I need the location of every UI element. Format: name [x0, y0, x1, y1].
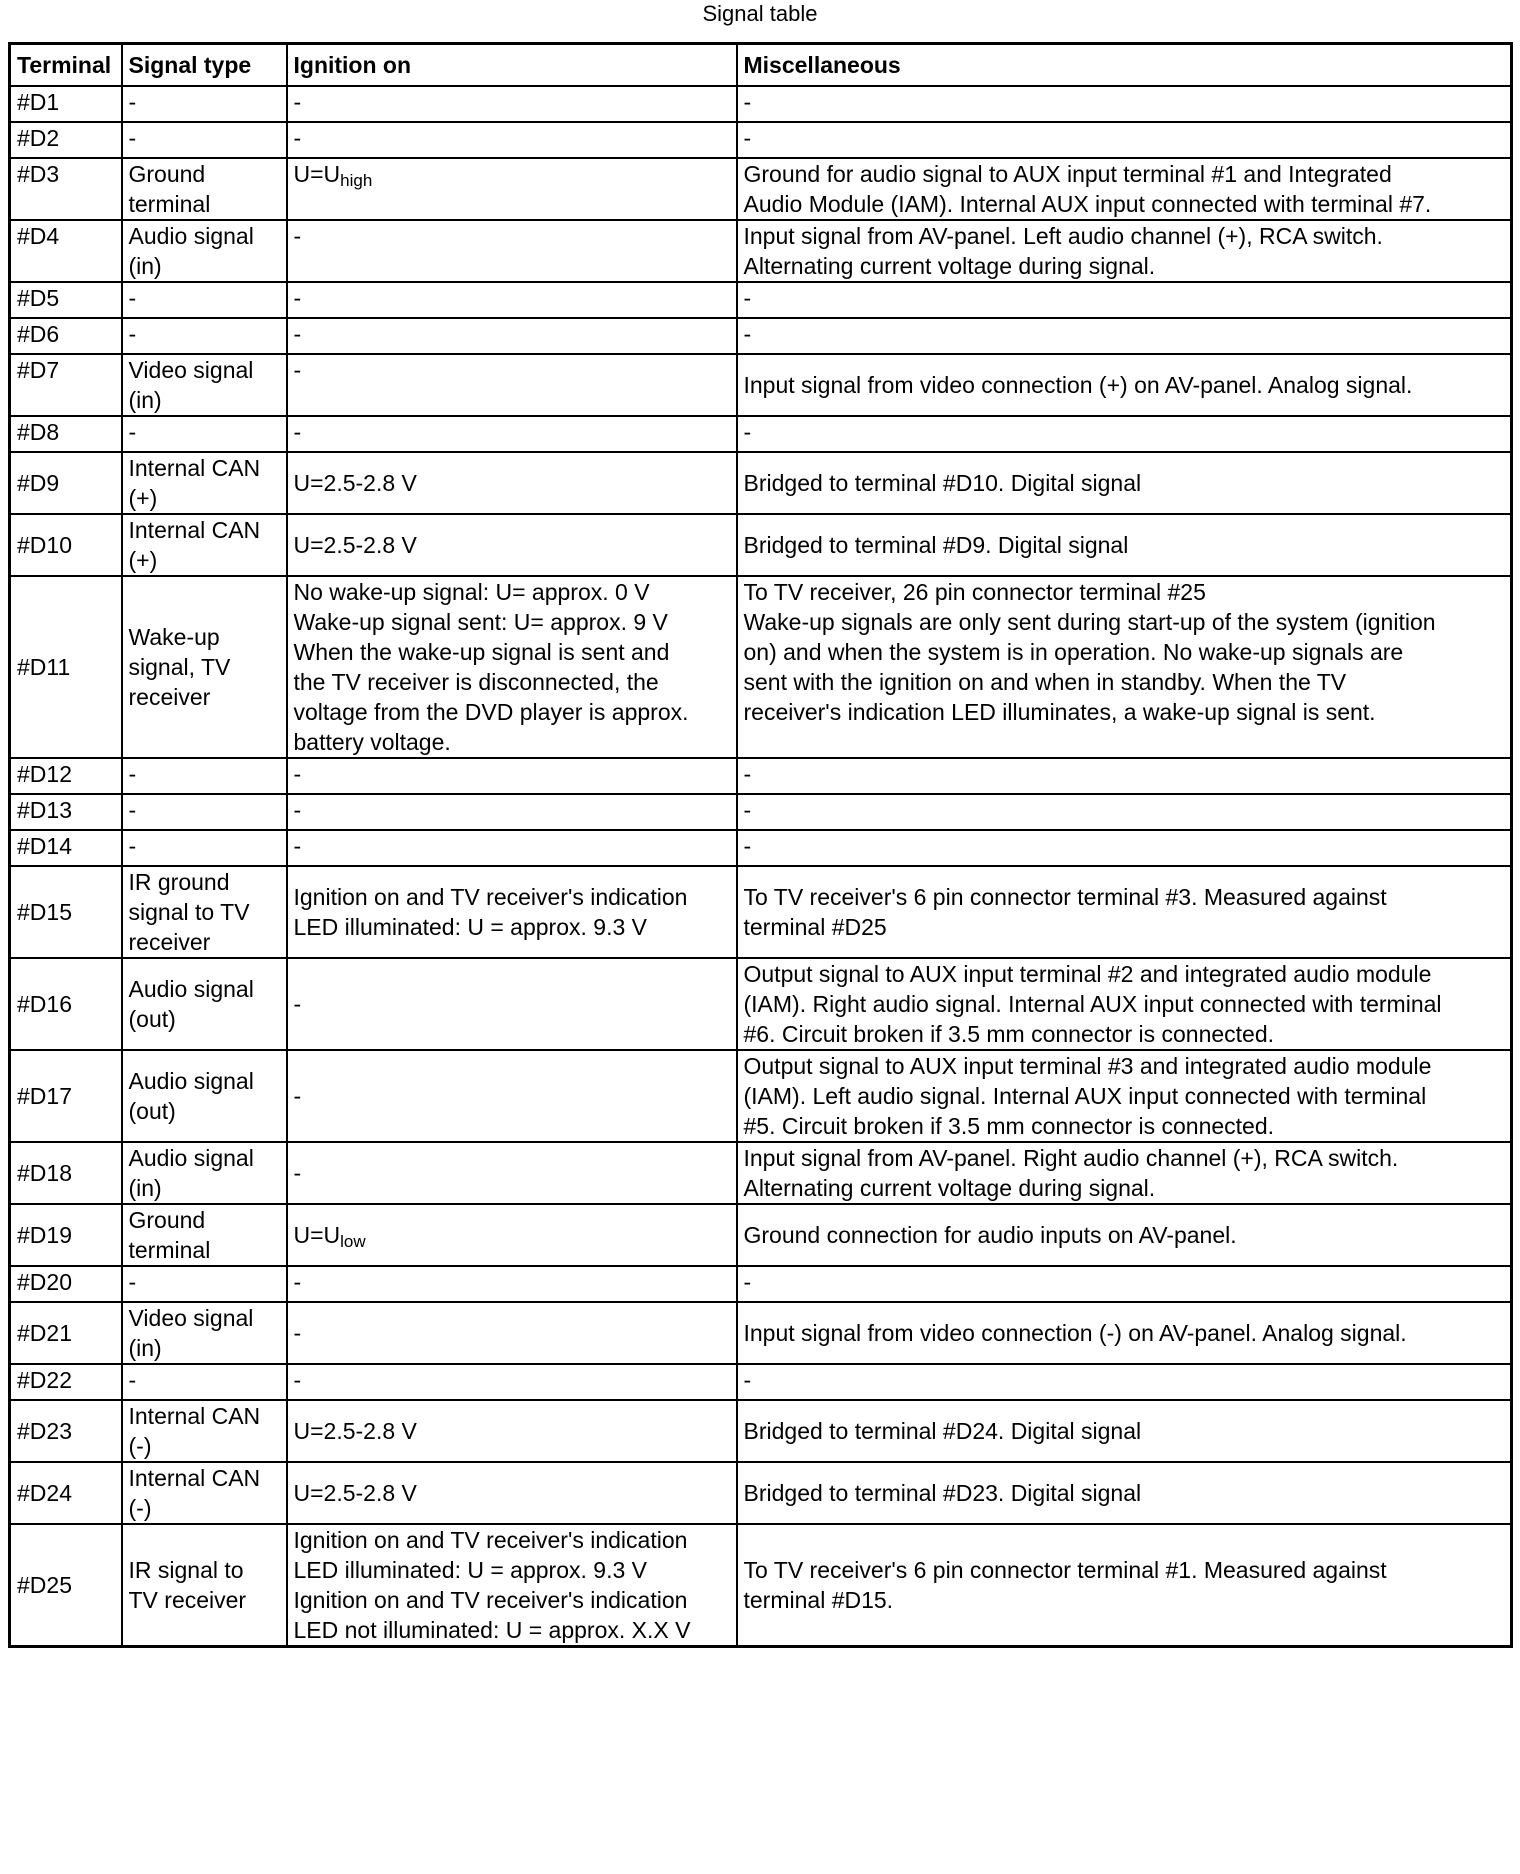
table-row: [10, 1050, 1512, 1142]
cell-terminal: #D22: [10, 1364, 122, 1400]
cell-terminal: #D3: [10, 158, 122, 220]
cell-miscellaneous: Input signal from AV-panel. Right audio channel (+), RCA switch. Alternating current voltage during signal.: [737, 1142, 1512, 1204]
cell-miscellaneous: Bridged to terminal #D10. Digital signal: [737, 452, 1512, 514]
cell-terminal: #D17: [10, 1050, 122, 1142]
table-row: [10, 1204, 1512, 1266]
cell-terminal: #D15: [10, 866, 122, 958]
cell-ignition-on: [287, 1204, 737, 1266]
table-row: [10, 514, 1512, 576]
cell-signal-type: IR signal to TV receiver: [122, 1524, 287, 1647]
table-row: [10, 1364, 1512, 1400]
cell-terminal: #D12: [10, 758, 122, 794]
cell-miscellaneous: Bridged to terminal #D24. Digital signal: [737, 1400, 1512, 1462]
ignition-value: U=U: [293, 1222, 341, 1248]
ignition-value-subscript: low: [340, 1232, 366, 1251]
cell-miscellaneous: -: [737, 122, 1512, 158]
cell-miscellaneous: Bridged to terminal #D23. Digital signal: [737, 1462, 1512, 1524]
cell-ignition-on: -: [287, 1266, 737, 1302]
table-row: [10, 1400, 1512, 1462]
cell-signal-type: Wake-up signal, TV receiver: [122, 576, 287, 758]
cell-signal-type: -: [122, 416, 287, 452]
cell-ignition-on: -: [287, 318, 737, 354]
cell-ignition-on: [287, 158, 737, 220]
cell-signal-type: -: [122, 1266, 287, 1302]
cell-ignition-on: Ignition on and TV receiver's indication LED illuminated: U = approx. 9.3 V Ignition on and TV receiver's indication LED not illuminated: U = approx. X.X V: [287, 1524, 737, 1647]
header-terminal: Terminal: [10, 44, 122, 87]
cell-miscellaneous: -: [737, 830, 1512, 866]
header-miscellaneous: Miscellaneous: [737, 44, 1512, 87]
cell-signal-type: Ground terminal: [122, 158, 287, 220]
cell-ignition-on: -: [287, 758, 737, 794]
cell-terminal: #D13: [10, 794, 122, 830]
cell-signal-type: -: [122, 122, 287, 158]
cell-ignition-on: -: [287, 122, 737, 158]
cell-ignition-on: -: [287, 86, 737, 122]
cell-miscellaneous: -: [737, 318, 1512, 354]
cell-ignition-on: -: [287, 794, 737, 830]
cell-ignition-on: -: [287, 1142, 737, 1204]
cell-ignition-on: -: [287, 830, 737, 866]
ignition-value: U=U: [293, 161, 341, 187]
cell-miscellaneous: To TV receiver's 6 pin connector terminal #1. Measured against terminal #D15.: [737, 1524, 1512, 1647]
cell-miscellaneous: -: [737, 86, 1512, 122]
cell-signal-type: Audio signal (out): [122, 1050, 287, 1142]
cell-miscellaneous: -: [737, 416, 1512, 452]
cell-signal-type: Internal CAN (+): [122, 514, 287, 576]
cell-terminal: #D4: [10, 220, 122, 282]
cell-ignition-on: -: [287, 354, 737, 416]
cell-ignition-on: No wake-up signal: U= approx. 0 V Wake-up signal sent: U= approx. 9 V When the wake-up signal is sent and the TV receiver is disconnected, the voltage from the DVD player is approx. battery voltage.: [287, 576, 737, 758]
table-row: [10, 122, 1512, 158]
table-row: [10, 1462, 1512, 1524]
page-title: Signal table: [702, 1, 818, 26]
cell-ignition-on: -: [287, 416, 737, 452]
cell-terminal: #D16: [10, 958, 122, 1050]
cell-miscellaneous: Output signal to AUX input terminal #2 and integrated audio module (IAM). Right audio signal. Internal AUX input connected with terminal #6. Circuit broken if 3.5 mm connector is connected.: [737, 958, 1512, 1050]
cell-signal-type: -: [122, 1364, 287, 1400]
table-row: [10, 282, 1512, 318]
cell-signal-type: Audio signal (out): [122, 958, 287, 1050]
cell-signal-type: Video signal (in): [122, 1302, 287, 1364]
cell-terminal: #D1: [10, 86, 122, 122]
table-row: [10, 576, 1512, 758]
cell-signal-type: -: [122, 758, 287, 794]
table-body: [10, 86, 1512, 1647]
cell-miscellaneous: -: [737, 794, 1512, 830]
cell-terminal: #D24: [10, 1462, 122, 1524]
table-row: [10, 220, 1512, 282]
cell-miscellaneous: -: [737, 1364, 1512, 1400]
cell-signal-type: Video signal (in): [122, 354, 287, 416]
cell-signal-type: -: [122, 282, 287, 318]
cell-terminal: #D20: [10, 1266, 122, 1302]
cell-ignition-on: -: [287, 958, 737, 1050]
cell-terminal: #D8: [10, 416, 122, 452]
cell-signal-type: Audio signal (in): [122, 1142, 287, 1204]
table-row: [10, 452, 1512, 514]
header-ignition-on: Ignition on: [287, 44, 737, 87]
cell-terminal: #D5: [10, 282, 122, 318]
cell-signal-type: Internal CAN (-): [122, 1462, 287, 1524]
cell-miscellaneous: Input signal from video connection (-) on AV-panel. Analog signal.: [737, 1302, 1512, 1364]
cell-miscellaneous: To TV receiver's 6 pin connector terminal #3. Measured against terminal #D25: [737, 866, 1512, 958]
cell-ignition-on: -: [287, 1302, 737, 1364]
cell-ignition-on: U=2.5-2.8 V: [287, 452, 737, 514]
cell-miscellaneous: Ground for audio signal to AUX input terminal #1 and Integrated Audio Module (IAM). Internal AUX input connected with terminal #7.: [737, 158, 1512, 220]
cell-terminal: #D2: [10, 122, 122, 158]
table-row: [10, 1266, 1512, 1302]
table-row: [10, 354, 1512, 416]
cell-signal-type: Internal CAN (-): [122, 1400, 287, 1462]
cell-terminal: #D11: [10, 576, 122, 758]
cell-terminal: #D14: [10, 830, 122, 866]
cell-signal-type: Ground terminal: [122, 1204, 287, 1266]
cell-miscellaneous: -: [737, 758, 1512, 794]
cell-terminal: #D18: [10, 1142, 122, 1204]
table-row: [10, 1142, 1512, 1204]
cell-signal-type: -: [122, 830, 287, 866]
table-row: [10, 1524, 1512, 1647]
cell-miscellaneous: Input signal from video connection (+) on AV-panel. Analog signal.: [737, 354, 1512, 416]
cell-miscellaneous: Bridged to terminal #D9. Digital signal: [737, 514, 1512, 576]
cell-signal-type: Audio signal (in): [122, 220, 287, 282]
cell-signal-type: -: [122, 86, 287, 122]
cell-terminal: #D23: [10, 1400, 122, 1462]
cell-signal-type: -: [122, 794, 287, 830]
cell-ignition-on: -: [287, 282, 737, 318]
cell-miscellaneous: -: [737, 282, 1512, 318]
table-row: [10, 416, 1512, 452]
cell-terminal: #D10: [10, 514, 122, 576]
table-row: [10, 866, 1512, 958]
cell-terminal: #D6: [10, 318, 122, 354]
table-row: [10, 86, 1512, 122]
cell-ignition-on: -: [287, 1050, 737, 1142]
table-row: [10, 794, 1512, 830]
ignition-value-subscript: high: [340, 171, 373, 190]
table-header-row: [10, 44, 1512, 87]
cell-miscellaneous: -: [737, 1266, 1512, 1302]
cell-signal-type: -: [122, 318, 287, 354]
signal-table: [8, 42, 1513, 1648]
cell-miscellaneous: Input signal from AV-panel. Left audio channel (+), RCA switch. Alternating current voltage during signal.: [737, 220, 1512, 282]
table-row: [10, 158, 1512, 220]
table-row: [10, 318, 1512, 354]
cell-terminal: #D9: [10, 452, 122, 514]
cell-terminal: #D7: [10, 354, 122, 416]
cell-miscellaneous: Ground connection for audio inputs on AV-panel.: [737, 1204, 1512, 1266]
cell-ignition-on: Ignition on and TV receiver's indication LED illuminated: U = approx. 9.3 V: [287, 866, 737, 958]
header-signal-type: Signal type: [122, 44, 287, 87]
cell-signal-type: Internal CAN (+): [122, 452, 287, 514]
cell-terminal: #D19: [10, 1204, 122, 1266]
table-row: [10, 958, 1512, 1050]
cell-ignition-on: -: [287, 1364, 737, 1400]
cell-terminal: #D25: [10, 1524, 122, 1647]
cell-ignition-on: U=2.5-2.8 V: [287, 1462, 737, 1524]
cell-miscellaneous: Output signal to AUX input terminal #3 and integrated audio module (IAM). Left audio signal. Internal AUX input connected with terminal #5. Circuit broken if 3.5 mm connector is connected.: [737, 1050, 1512, 1142]
cell-ignition-on: U=2.5-2.8 V: [287, 1400, 737, 1462]
cell-ignition-on: -: [287, 220, 737, 282]
cell-terminal: #D21: [10, 1302, 122, 1364]
cell-ignition-on: U=2.5-2.8 V: [287, 514, 737, 576]
table-row: [10, 758, 1512, 794]
table-row: [10, 830, 1512, 866]
table-row: [10, 1302, 1512, 1364]
cell-signal-type: IR ground signal to TV receiver: [122, 866, 287, 958]
cell-miscellaneous: To TV receiver, 26 pin connector terminal #25 Wake-up signals are only sent during start-up of the system (ignition on) and when the system is in operation. No wake-up signals are sent with the ignition on and when in standby. When the TV receiver's indication LED illuminates, a wake-up signal is sent.: [737, 576, 1512, 758]
